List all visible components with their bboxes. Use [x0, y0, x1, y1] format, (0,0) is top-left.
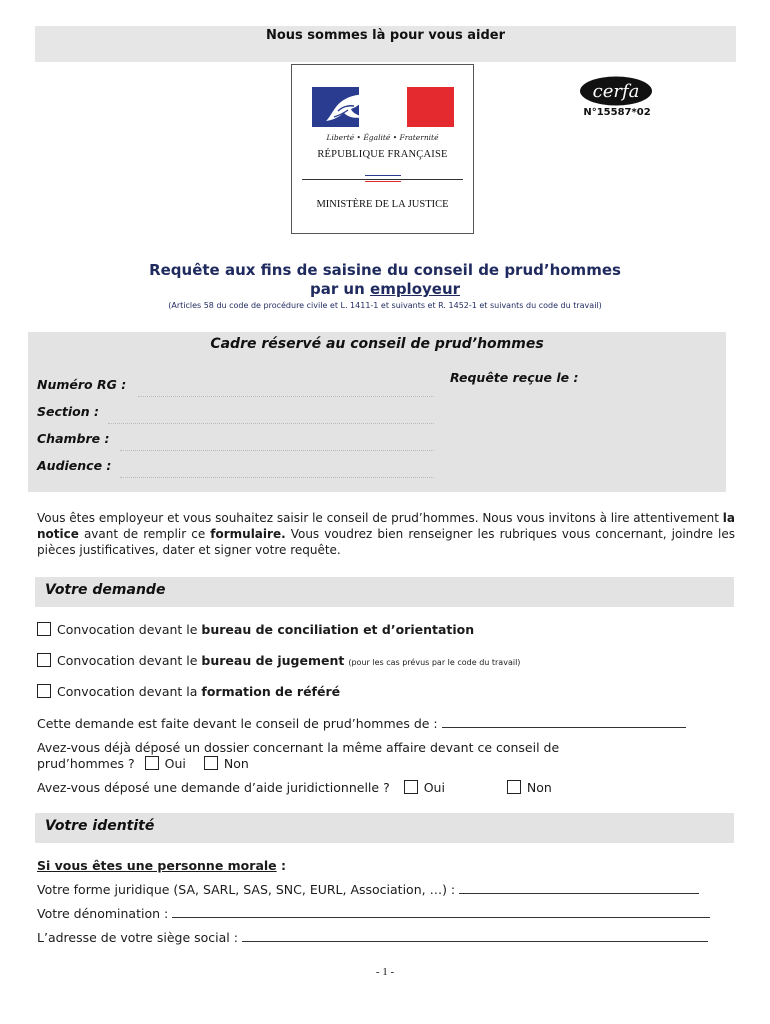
- form-title: Requête aux fins de saisine du conseil de prud’hommes: [149, 261, 621, 279]
- intro-text-1: Vous êtes employeur et vous souhaitez saisir le conseil de prud’hommes. Nous vous invitons à lire attentivement: [37, 511, 723, 525]
- option-refere: [37, 684, 340, 699]
- requete-recue-label: Requête reçue le :: [450, 370, 579, 385]
- dossier-non-label: Non: [223, 756, 249, 771]
- legal-reference: (Articles 58 du code de procédure civile et L. 1411-1 et suivants et R. 1452-1 et suivants du code du travail): [168, 301, 602, 310]
- reserved-council-box: [28, 332, 726, 492]
- option-conciliation-prefix: Convocation devant le: [57, 622, 202, 637]
- intro-text-2: avant de remplir ce: [78, 527, 211, 541]
- checkbox-conciliation[interactable]: [37, 622, 51, 636]
- intro-text-3: Vous voudrez bien renseigner les rubriques vous concernant, joindre les pièces justificatives, dater et signer votre requête.: [37, 527, 735, 557]
- option-jugement-prefix: Convocation devant le: [57, 653, 202, 668]
- page-number: - 1 -: [375, 966, 395, 978]
- conseil-label: Cette demande est faite devant le conseil de prud’hommes de :: [37, 716, 438, 731]
- aide-question-row: [37, 780, 552, 795]
- denomination-label: Votre dénomination :: [37, 906, 169, 921]
- section-line: [108, 423, 434, 424]
- personne-morale-heading: [37, 858, 286, 873]
- form-subtitle-employeur: employeur: [370, 280, 461, 298]
- chambre-line: [120, 450, 434, 451]
- logo-separator-accent: [365, 175, 401, 182]
- option-conciliation-label: bureau de conciliation et d’orientation: [201, 622, 475, 637]
- dossier-question-row: [37, 756, 249, 771]
- conseil-field-row: [37, 716, 686, 731]
- svg-text:cerfa: cerfa: [592, 81, 640, 102]
- intro-formulaire: formulaire.: [210, 527, 286, 541]
- checkbox-refere[interactable]: [37, 684, 51, 698]
- numero-rg-line: [138, 396, 434, 397]
- audience-label: Audience :: [37, 458, 112, 473]
- dossier-question-line1: Avez-vous déjà déposé un dossier concernant la même affaire devant ce conseil de: [37, 740, 560, 755]
- conseil-input-line[interactable]: [442, 716, 686, 728]
- checkbox-jugement[interactable]: [37, 653, 51, 667]
- checkbox-aide-non[interactable]: [507, 780, 521, 794]
- marianne-profile-icon: [324, 91, 370, 127]
- forme-juridique-label: Votre forme juridique (SA, SARL, SAS, SNC, EURL, Association, …) :: [37, 882, 456, 897]
- siege-social-input-line[interactable]: [242, 930, 708, 942]
- numero-rg-label: Numéro RG :: [37, 377, 127, 392]
- denomination-row: [37, 906, 710, 921]
- ministry-logo: [291, 64, 474, 234]
- cerfa-logo-icon: [579, 76, 653, 106]
- personne-morale-colon: :: [276, 858, 286, 873]
- reserved-box-title: Cadre réservé au conseil de prud’hommes: [210, 336, 544, 352]
- dossier-question-line2: prud’hommes ?: [37, 756, 135, 771]
- cerfa-number: N°15587*02: [583, 107, 651, 118]
- option-jugement-label: bureau de jugement: [201, 653, 345, 668]
- section-votre-demande: [35, 577, 734, 607]
- section-votre-demande-title: Votre demande: [45, 582, 166, 598]
- checkbox-aide-oui[interactable]: [404, 780, 418, 794]
- option-refere-prefix: Convocation devant la: [57, 684, 202, 699]
- intro-notice: la notice: [37, 511, 735, 541]
- denomination-input-line[interactable]: [172, 906, 710, 918]
- form-subtitle: [0, 280, 770, 298]
- aide-oui-label: Oui: [423, 780, 445, 795]
- form-subtitle-prefix: par un: [309, 280, 371, 298]
- republique-francaise-label: RÉPUBLIQUE FRANÇAISE: [317, 149, 448, 160]
- section-votre-identite-title: Votre identité: [45, 818, 155, 834]
- ministry-name: MINISTÈRE DE LA JUSTICE: [316, 199, 449, 210]
- option-jugement: [37, 653, 520, 668]
- option-conciliation: [37, 622, 474, 637]
- chambre-label: Chambre :: [37, 431, 110, 446]
- checkbox-dossier-non[interactable]: [204, 756, 218, 770]
- intro-paragraph: [37, 510, 735, 558]
- audience-line: [120, 477, 434, 478]
- forme-juridique-row: [37, 882, 699, 897]
- option-refere-label: formation de référé: [201, 684, 341, 699]
- siege-social-label: L’adresse de votre siège social :: [37, 930, 238, 945]
- aide-question: Avez-vous déposé une demande d’aide juridictionnelle ?: [37, 780, 390, 795]
- aide-non-label: Non: [526, 780, 552, 795]
- forme-juridique-input-line[interactable]: [459, 882, 699, 894]
- dossier-oui-label: Oui: [164, 756, 186, 771]
- help-banner: [35, 26, 736, 62]
- checkbox-dossier-oui[interactable]: [145, 756, 159, 770]
- republic-motto: Liberté • Égalité • Fraternité: [326, 133, 439, 142]
- option-jugement-note: (pour les cas prévus par le code du travail): [348, 658, 521, 667]
- siege-social-row: [37, 930, 708, 945]
- section-votre-identite: [35, 813, 734, 843]
- section-label: Section :: [37, 404, 99, 419]
- personne-morale-label: Si vous êtes une personne morale: [37, 858, 277, 873]
- help-banner-text: Nous sommes là pour vous aider: [265, 28, 506, 43]
